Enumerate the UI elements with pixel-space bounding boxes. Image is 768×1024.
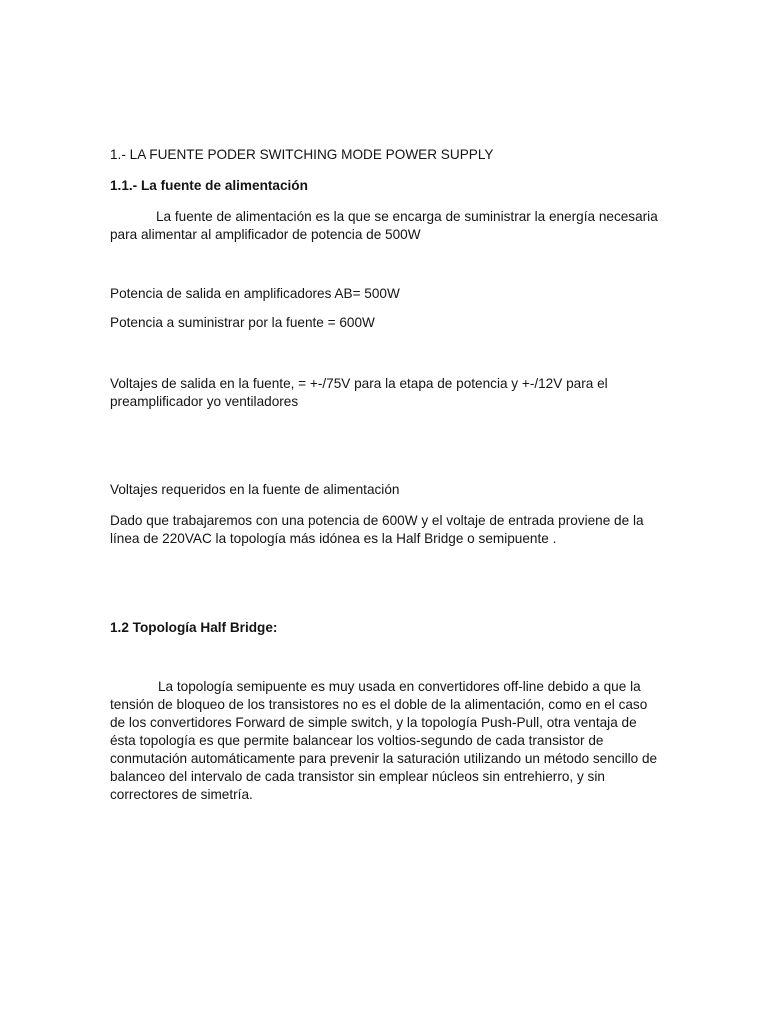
document-title: 1.- LA FUENTE PODER SWITCHING MODE POWER SUPPLY [110,147,494,162]
topology-choice-paragraph: Dado que trabajaremos con una potencia de 600W y el voltaje de entrada proviene de la línea de 220VAC la topología más idónea es la Half Bridge o semipuente . [110,513,644,546]
output-voltages-paragraph: Voltajes de salida en la fuente, = +-/75V para la etapa de potencia y +-/12V para el preamplificador yo ventiladores [110,376,608,409]
required-voltages-line: Voltajes requeridos en la fuente de alimentación [110,482,400,497]
section-heading-1-2: 1.2 Topología Half Bridge: [110,620,278,635]
section-heading-1-1: 1.1.- La fuente de alimentación [110,178,308,193]
output-power-line: Potencia de salida en amplificadores AB= 500W [110,286,400,301]
supply-power-line: Potencia a suministrar por la fuente = 600W [110,315,375,330]
section-1-2-paragraph: La topología semipuente es muy usada en convertidores off-line debido a que la tensión de bloqueo de los transistores no es el doble de la alimentación, como en el caso de los convertidores Forward de simple switch, y la topología Push-Pull, otra ventaja de ésta topología es que permite balancear los voltios-segundo de cada transistor de conmutación automáticamente para prevenir la saturación utilizando un método sencillo de balanceo del intervalo de cada transistor sin emplear núcleos sin entrehierro, y sin correctores de simetría. [110,679,658,802]
section-1-1-paragraph: La fuente de alimentación es la que se encarga de suministrar la energía necesaria para alimentar al amplificador de potencia de 500W [110,209,658,242]
